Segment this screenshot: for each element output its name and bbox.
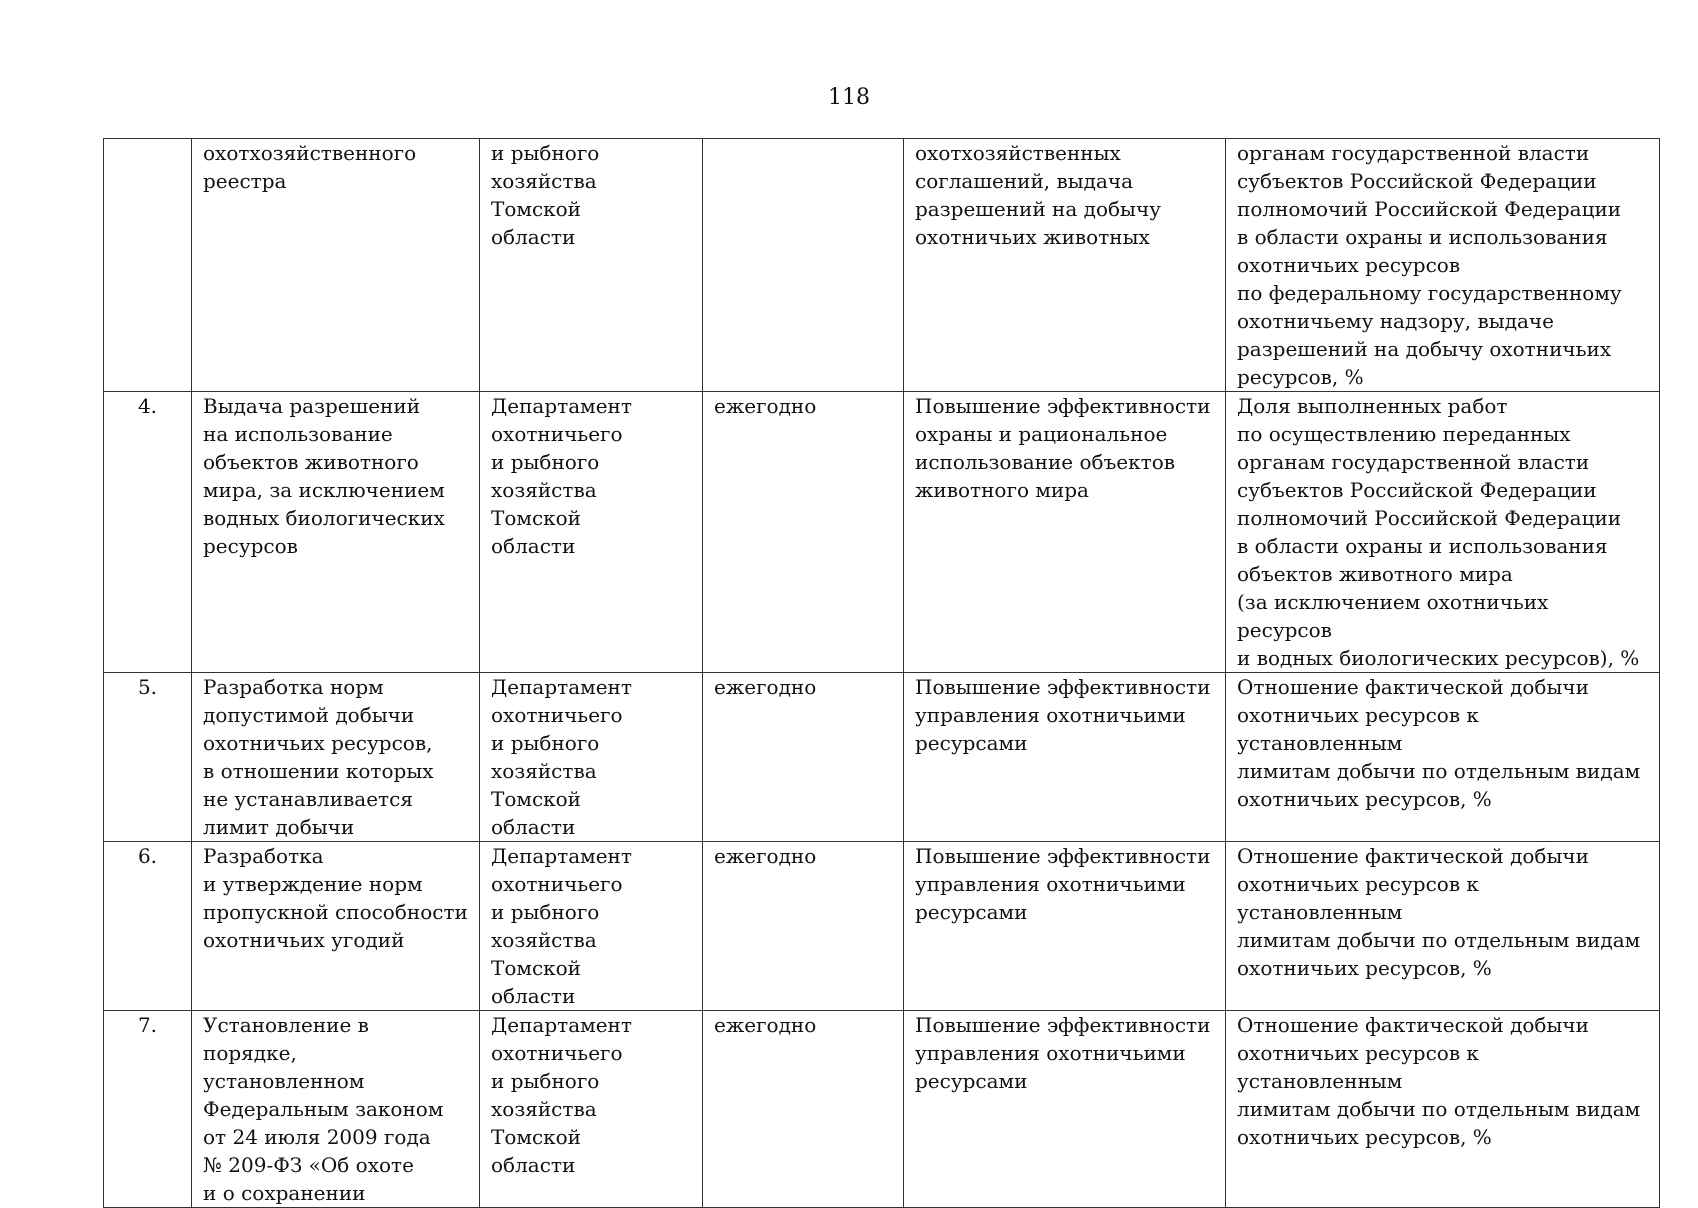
period-cell: ежегодно <box>703 392 904 673</box>
result-cell: Повышение эффективности управления охотничьими ресурсами <box>904 842 1226 1011</box>
indicator-cell: Отношение фактической добычи охотничьих ресурсов к установленным лимитам добычи по отдельным видам охотничьих ресурсов, % <box>1226 673 1660 842</box>
activity-cell: охотхозяйственного реестра <box>192 139 480 392</box>
row-number: 6. <box>104 842 192 1011</box>
result-cell: Повышение эффективности управления охотничьими ресурсами <box>904 673 1226 842</box>
period-cell: ежегодно <box>703 842 904 1011</box>
activity-cell: Выдача разрешений на использование объектов животного мира, за исключением водных биологических ресурсов <box>192 392 480 673</box>
indicator-cell: Доля выполненных работ по осуществлению переданных органам государственной власти субъектов Российской Федерации полномочий Российской Федерации в области охраны и использования объектов животного мира (за исключением охотничьих ресурсов и водных биологических ресурсов), % <box>1226 392 1660 673</box>
result-cell: Повышение эффективности охраны и рациональное использование объектов животного мира <box>904 392 1226 673</box>
result-cell: Повышение эффективности управления охотничьими ресурсами <box>904 1011 1226 1208</box>
activity-cell: Установление в порядке, установленном Федеральным законом от 24 июля 2009 года № 209-ФЗ «Об охоте и о сохранении <box>192 1011 480 1208</box>
executor-cell: и рыбного хозяйства Томской области <box>480 139 703 392</box>
table-row <box>104 842 1660 1011</box>
indicator-cell: органам государственной власти субъектов Российской Федерации полномочий Российской Федерации в области охраны и использования охотничьих ресурсов по федеральному государственному охотничьему надзору, выдаче разрешений на добычу охотничьих ресурсов, % <box>1226 139 1660 392</box>
table-row <box>104 392 1660 673</box>
executor-cell: Департамент охотничьего и рыбного хозяйства Томской области <box>480 673 703 842</box>
measures-table <box>103 138 1660 1208</box>
executor-cell: Департамент охотничьего и рыбного хозяйства Томской области <box>480 392 703 673</box>
activity-cell: Разработка норм допустимой добычи охотничьих ресурсов, в отношении которых не устанавливается лимит добычи <box>192 673 480 842</box>
indicator-cell: Отношение фактической добычи охотничьих ресурсов к установленным лимитам добычи по отдельным видам охотничьих ресурсов, % <box>1226 1011 1660 1208</box>
row-number: 4. <box>104 392 192 673</box>
activity-cell: Разработка и утверждение норм пропускной способности охотничьих угодий <box>192 842 480 1011</box>
table-row <box>104 1011 1660 1208</box>
page-number: 118 <box>828 85 870 110</box>
result-cell: охотхозяйственных соглашений, выдача разрешений на добычу охотничьих животных <box>904 139 1226 392</box>
period-cell: ежегодно <box>703 1011 904 1208</box>
table-row <box>104 139 1660 392</box>
period-cell <box>703 139 904 392</box>
indicator-cell: Отношение фактической добычи охотничьих ресурсов к установленным лимитам добычи по отдельным видам охотничьих ресурсов, % <box>1226 842 1660 1011</box>
executor-cell: Департамент охотничьего и рыбного хозяйства Томской области <box>480 842 703 1011</box>
executor-cell: Департамент охотничьего и рыбного хозяйства Томской области <box>480 1011 703 1208</box>
row-number: 5. <box>104 673 192 842</box>
row-number: 7. <box>104 1011 192 1208</box>
table-row <box>104 673 1660 842</box>
row-number <box>104 139 192 392</box>
period-cell: ежегодно <box>703 673 904 842</box>
